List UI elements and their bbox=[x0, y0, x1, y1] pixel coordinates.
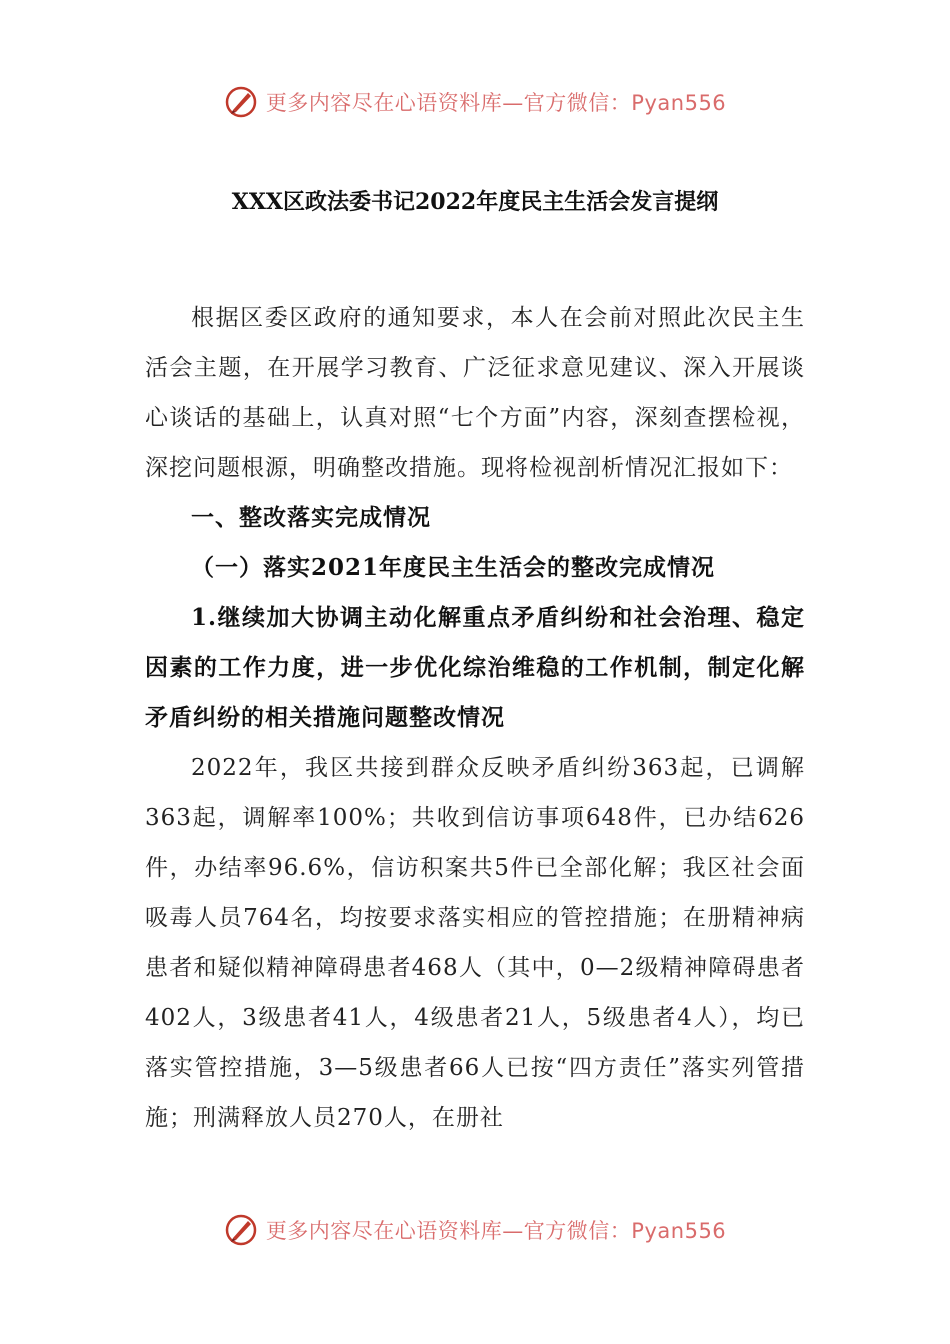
watermark-text: 更多内容尽在心语资料库—官方微信：Pyan556 bbox=[265, 1219, 727, 1243]
pen-logo-icon bbox=[224, 85, 258, 119]
pen-logo-icon bbox=[224, 1213, 258, 1247]
section-heading-1: 一、整改落实完成情况 bbox=[191, 504, 431, 531]
watermark-footer bbox=[0, 1210, 950, 1250]
subsection-heading-1: （一）落实2021年度民主生活会的整改完成情况 bbox=[191, 554, 716, 581]
document-title: XXX区政法委书记2022年度民主生活会发言提纲 bbox=[231, 189, 719, 215]
watermark-header bbox=[0, 82, 950, 122]
body-paragraph-1: 2022年，我区共接到群众反映矛盾纠纷363起，已调解363起，调解率100%；共收到信访事项648件，已办结626件，办结率96.6%，信访积案共5件已全部化解；我区社会面吸毒人员764名，均按要求落实相应的管控措施；在册精神病患者和疑似精神障碍患者468人（其中，0—2级精神障碍患者402人，3级患者41人，4级患者21人，5级患者4人），均已落实管控措施，3—5级患者66人已按“四方责任”落实列管措施；刑满释放人员270人，在册社 bbox=[145, 755, 805, 1131]
item-heading-1: 1.继续加大协调主动化解重点矛盾纠纷和社会治理、稳定因素的工作力度，进一步优化综治维稳的工作机制，制定化解矛盾纠纷的相关措施问题整改情况 bbox=[145, 604, 805, 731]
watermark-text: 更多内容尽在心语资料库—官方微信：Pyan556 bbox=[265, 91, 727, 115]
intro-paragraph: 根据区委区政府的通知要求，本人在会前对照此次民主生活会主题，在开展学习教育、广泛征求意见建议、深入开展谈心谈话的基础上，认真对照“七个方面”内容，深刻查摆检视，深挖问题根源，明确整改措施。现将检视剖析情况汇报如下： bbox=[145, 305, 805, 481]
document-body bbox=[145, 293, 805, 1143]
